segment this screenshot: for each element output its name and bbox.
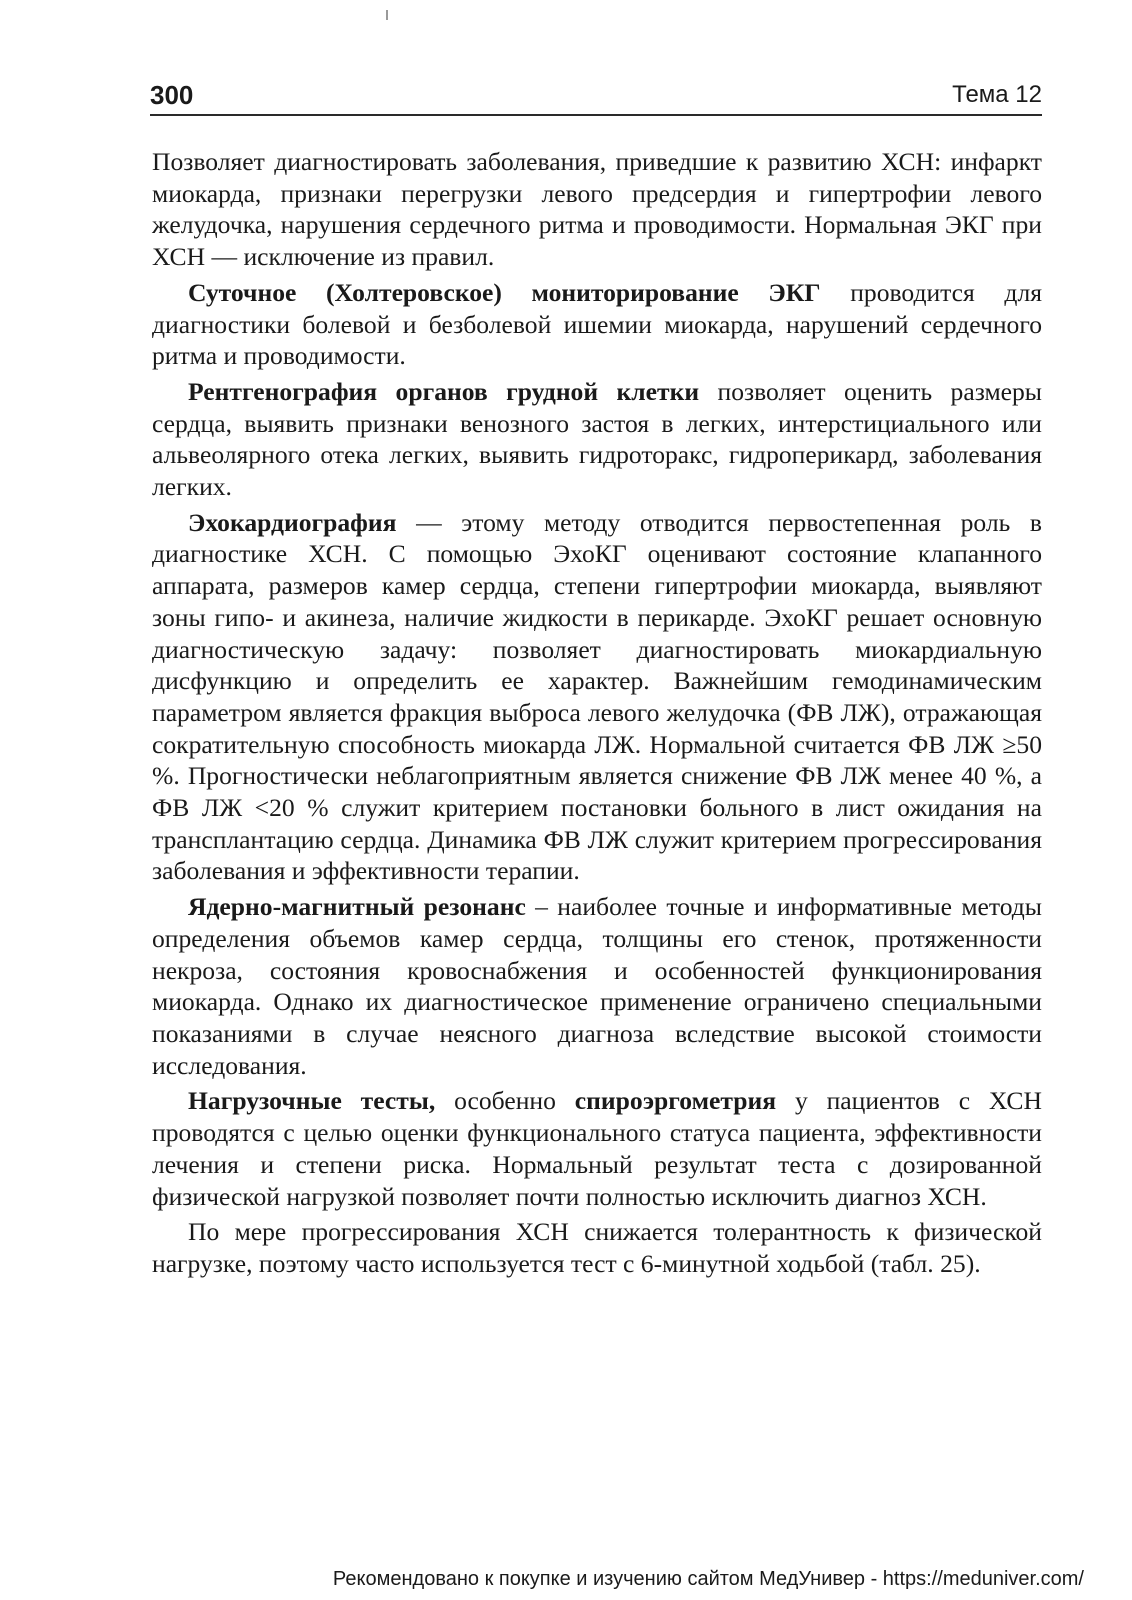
paragraph-holter: [152, 277, 1042, 372]
term-xray: Рентгенография органов грудной клетки: [188, 376, 700, 406]
term-spiroergometry: спироэргометрия: [574, 1086, 777, 1116]
body-text: [152, 146, 1042, 1284]
paragraph-text: Позволяет диагностировать заболевания, приведшие к развитию ХСН: инфаркт миокарда, признаки перегрузки левого предсердия и гипертрофии левого желудочка, нарушения сердечного ритма и проводимости. Нормальная ЭКГ при ХСН — исключение из правил.: [152, 147, 1042, 272]
paragraph-echo: [152, 507, 1042, 887]
running-head: Тема 12: [952, 81, 1042, 108]
paragraph-mri: [152, 891, 1042, 1081]
paragraph-text: особенно: [435, 1086, 575, 1116]
paragraph-text: По мере прогрессирования ХСН снижается толерантность к физической нагрузке, поэтому часто используется тест с 6-минутной ходьбой (табл. 25).: [152, 1217, 1042, 1278]
term-echo: Эхокардиография: [188, 507, 397, 537]
paragraph-text: — этому методу отводится первостепенная роль в диагностике ХСН. С помощью ЭхоКГ оценивают состояние клапанного аппарата, размеров камер сердца, степени гипертрофии миокарда, выявляют зоны гипо- и акинеза, наличие жидкости в перикарде. ЭхоКГ решает основную диагностическую задачу: позволяет диагностировать миокардиальную дисфункцию и определить ее характер. Важнейшим гемодинамическим параметром является фракция выброса левого желудочка (ФВ ЛЖ), отражающая сократительную способность миокарда ЛЖ. Нормальной считается ФВ ЛЖ ≥50 %. Прогностически неблагоприятным является снижение ФВ ЛЖ менее 40 %, а ФВ ЛЖ <20 % служит критерием постановки больного в лист ожидания на трансплантацию сердца. Динамика ФВ ЛЖ служит критерием прогрессирования заболевания и эффективности терапии.: [152, 507, 1042, 886]
paragraph-text: проводится для диагностики болевой и безболевой ишемии миокарда, нарушений сердечного ритма и проводимости.: [152, 277, 1042, 371]
paragraph-xray: [152, 376, 1042, 503]
paragraph-ecg: [152, 146, 1042, 273]
term-stress-tests: Нагрузочные тесты,: [188, 1086, 436, 1116]
footer-note: Рекомендовано к покупке и изучению сайтом МедУнивер - https://meduniver.com/: [332, 1568, 1084, 1590]
paragraph-text: позволяет оценить размеры сердца, выявить признаки венозного застоя в легких, интерстициального или альвеолярного отека легких, выявить гидроторакс, гидроперикард, заболевания легких.: [152, 376, 1042, 502]
term-mri: Ядерно-магнитный резонанс: [188, 892, 526, 922]
scan-artifact: [386, 10, 388, 20]
term-holter: Суточное (Холтеровское) мониторирование ЭКГ: [188, 277, 821, 307]
page-number: 300: [150, 80, 194, 110]
paragraph-text: у пациентов с ХСН проводятся с целью оценки функционального статуса пациента, эффективности лечения и степени риска. Нормальный результат теста с дозированной физической нагрузкой позволяет почти полностью исключить диагноз ХСН.: [152, 1086, 1042, 1211]
paragraph-stress-tests: [152, 1085, 1042, 1212]
paragraph-text: – наиболее точные и информативные методы определения объемов камер сердца, толщины его стенок, протяженности некроза, состояния кровоснабжения и особенностей функционирования миокарда. Однако их диагностическое применение ограничено специальными показаниями в случае неясного диагноза вследствие высокой стоимости исследования.: [152, 892, 1042, 1080]
paragraph-walk-test: [152, 1216, 1042, 1279]
page-header: [150, 78, 1042, 116]
